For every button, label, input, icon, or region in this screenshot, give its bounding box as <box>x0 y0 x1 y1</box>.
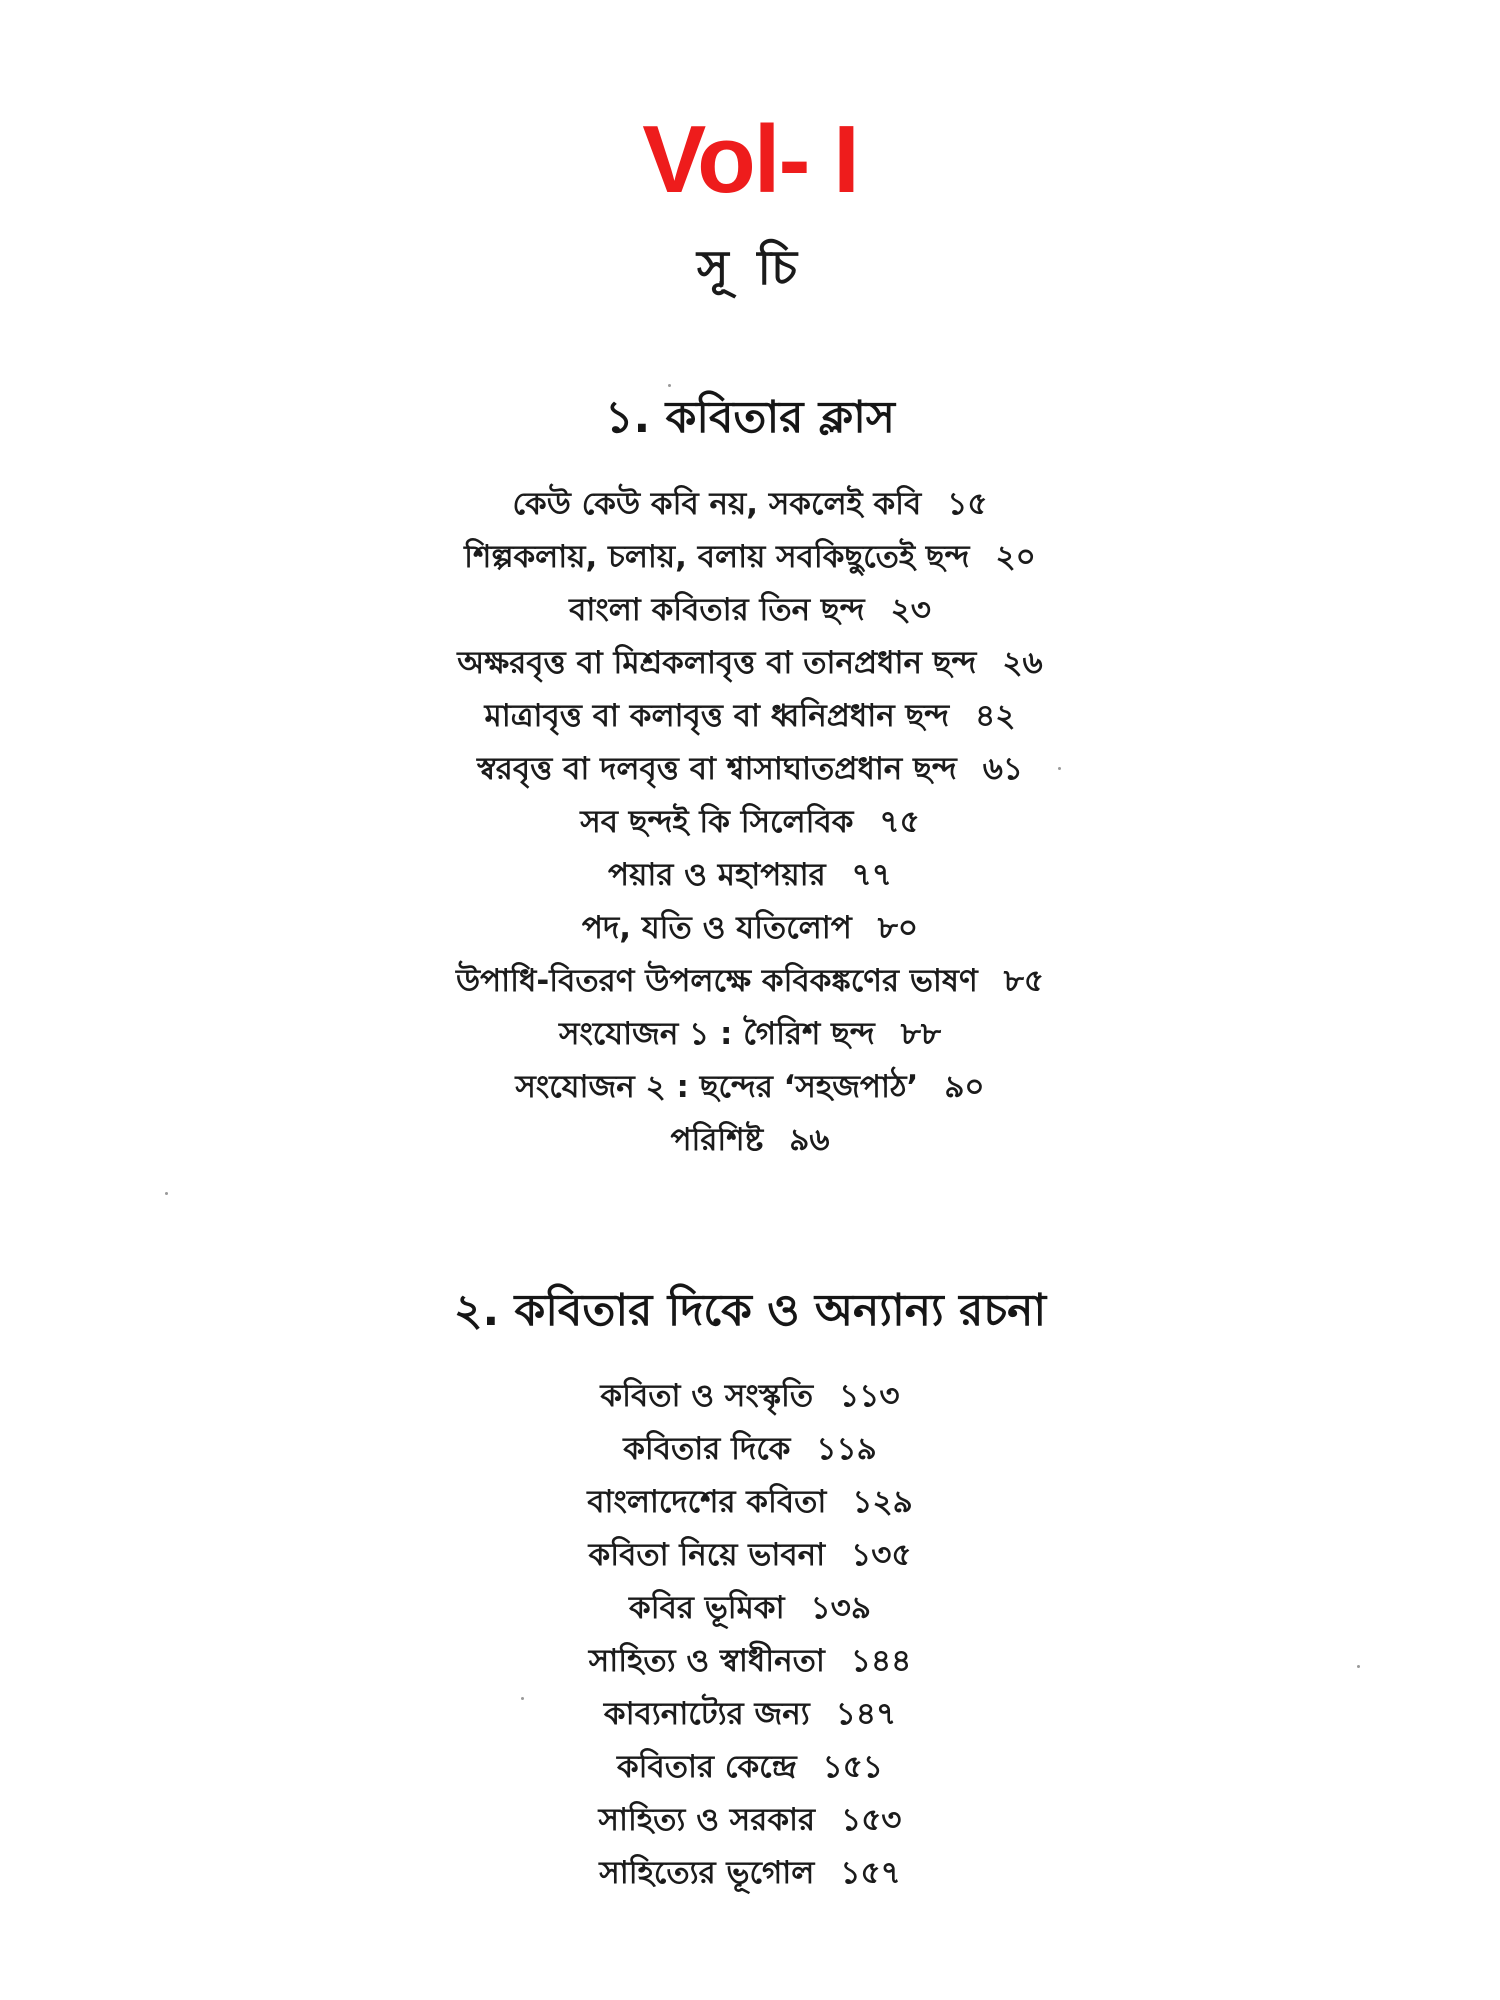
toc-entry-page: ১৪৭ <box>835 1696 897 1732</box>
toc-entry-title: কবির ভূমিকা <box>629 1590 785 1626</box>
toc-entry[interactable] <box>0 902 1500 955</box>
toc-entry[interactable] <box>0 849 1500 902</box>
toc-entry-title: কবিতার দিকে <box>623 1431 791 1467</box>
toc-entry-title: কবিতার কেন্দ্রে <box>616 1749 797 1785</box>
toc-entry-title: অক্ষরবৃত্ত বা মিশ্রকলাবৃত্ত বা তানপ্রধান ছন্দ <box>457 645 977 681</box>
toc-entry[interactable] <box>0 1847 1500 1900</box>
toc-entry-title: কবিতা ও সংস্কৃতি <box>600 1378 814 1414</box>
toc-entry[interactable] <box>0 1061 1500 1114</box>
toc-entry-title: বাংলা কবিতার তিন ছন্দ <box>569 592 865 628</box>
toc-entry-page: ১৫৩ <box>841 1802 902 1838</box>
toc-entry-page: ১১৩ <box>839 1378 900 1414</box>
toc-entry-title: শিল্পকলায়, চলায়, বলায় সবকিছুতেই ছন্দ <box>464 539 970 575</box>
toc-entry[interactable] <box>0 637 1500 690</box>
toc-entry-page: ৯০ <box>944 1069 985 1105</box>
toc-entry[interactable] <box>0 1741 1500 1794</box>
toc-entry[interactable] <box>0 1476 1500 1529</box>
toc-entry-title: বাংলাদেশের কবিতা <box>587 1484 827 1520</box>
toc-entry[interactable] <box>0 1688 1500 1741</box>
toc-entry-page: ২৬ <box>1002 645 1043 681</box>
toc-entry-title: পদ, যতি ও যতিলোপ <box>581 910 852 946</box>
toc-entry-page: ২৩ <box>890 592 931 628</box>
toc-entry-page: ২০ <box>995 539 1036 575</box>
section-1-toc-list <box>0 478 1500 1167</box>
toc-entry[interactable] <box>0 690 1500 743</box>
toc-entry-title: পরিশিষ্ট <box>670 1122 764 1158</box>
toc-entry-page: ১৩৯ <box>810 1590 871 1626</box>
toc-entry[interactable] <box>0 796 1500 849</box>
toc-entry[interactable] <box>0 1582 1500 1635</box>
toc-entry-page: ১১৯ <box>816 1431 877 1467</box>
scan-speck <box>165 1192 168 1195</box>
toc-entry-page: ১৪৪ <box>850 1643 912 1679</box>
toc-entry-title: সাহিত্য ও স্বাধীনতা <box>588 1643 825 1679</box>
toc-entry[interactable] <box>0 955 1500 1008</box>
toc-entry-page: ৯৬ <box>789 1122 830 1158</box>
section-2-toc-list <box>0 1370 1500 1900</box>
toc-entry-page: ১৩৫ <box>851 1537 912 1573</box>
toc-entry[interactable] <box>0 584 1500 637</box>
toc-entry-title: সাহিত্যের ভূগোল <box>599 1855 815 1891</box>
toc-entry-page: ৮৫ <box>1003 963 1044 999</box>
toc-entry-title: উপাধি-বিতরণ উপলক্ষে কবিকঙ্কণের ভাষণ <box>455 963 978 999</box>
toc-entry-title: স্বরবৃত্ত বা দলবৃত্ত বা শ্বাসাঘাতপ্রধান ছন্দ <box>476 751 957 787</box>
toc-entry-page: ৭৫ <box>879 804 920 840</box>
toc-entry-title: সাহিত্য ও সরকার <box>598 1802 816 1838</box>
toc-entry[interactable] <box>0 743 1500 796</box>
volume-title: Vol- I <box>642 106 858 213</box>
toc-entry-title: কাব্যনাট্যের জন্য <box>603 1696 810 1732</box>
toc-entry-page: ৮৮ <box>900 1016 942 1052</box>
toc-entry[interactable] <box>0 1635 1500 1688</box>
scan-speck <box>668 384 671 387</box>
toc-entry[interactable] <box>0 1794 1500 1847</box>
toc-entry[interactable] <box>0 1423 1500 1476</box>
scan-speck <box>1058 767 1061 770</box>
toc-entry-page: ১৫১ <box>822 1749 884 1785</box>
scan-speck <box>521 1697 524 1700</box>
toc-entry[interactable] <box>0 1114 1500 1167</box>
toc-entry-page: ১৫ <box>947 486 988 522</box>
toc-entry-page: ৬১ <box>982 751 1024 787</box>
toc-entry-page: ৮০ <box>877 910 919 946</box>
toc-entry[interactable] <box>0 1008 1500 1061</box>
toc-entry-title: মাত্রাবৃত্ত বা কলাবৃত্ত বা ধ্বনিপ্রধান ছন্দ <box>484 698 950 734</box>
section-1-heading: ১. কবিতার ক্লাস <box>604 392 895 443</box>
toc-entry-title: সংযোজন ১ : গৈরিশ ছন্দ <box>558 1016 875 1052</box>
contents-heading: সূ চি <box>696 240 804 296</box>
toc-entry[interactable] <box>0 478 1500 531</box>
toc-entry-page: ৭৭ <box>851 857 892 893</box>
toc-entry-title: পয়ার ও মহাপয়ার <box>608 857 826 893</box>
toc-entry-title: সংযোজন ২ : ছন্দের ‘সহজপাঠ’ <box>515 1069 919 1105</box>
toc-entry[interactable] <box>0 531 1500 584</box>
toc-entry-title: সব ছন্দই কি সিলেবিক <box>580 804 854 840</box>
toc-entry-title: কবিতা নিয়ে ভাবনা <box>588 1537 826 1573</box>
toc-entry[interactable] <box>0 1370 1500 1423</box>
toc-entry-page: ৪২ <box>975 698 1016 734</box>
scan-speck <box>1357 1665 1360 1668</box>
toc-entry[interactable] <box>0 1529 1500 1582</box>
toc-entry-page: ১৫৭ <box>840 1855 901 1891</box>
section-2-heading: ২. কবিতার দিকে ও অন্যান্য রচনা <box>453 1285 1047 1336</box>
toc-entry-title: কেউ কেউ কবি নয়, সকলেই কবি <box>512 486 922 522</box>
toc-entry-page: ১২৯ <box>852 1484 913 1520</box>
